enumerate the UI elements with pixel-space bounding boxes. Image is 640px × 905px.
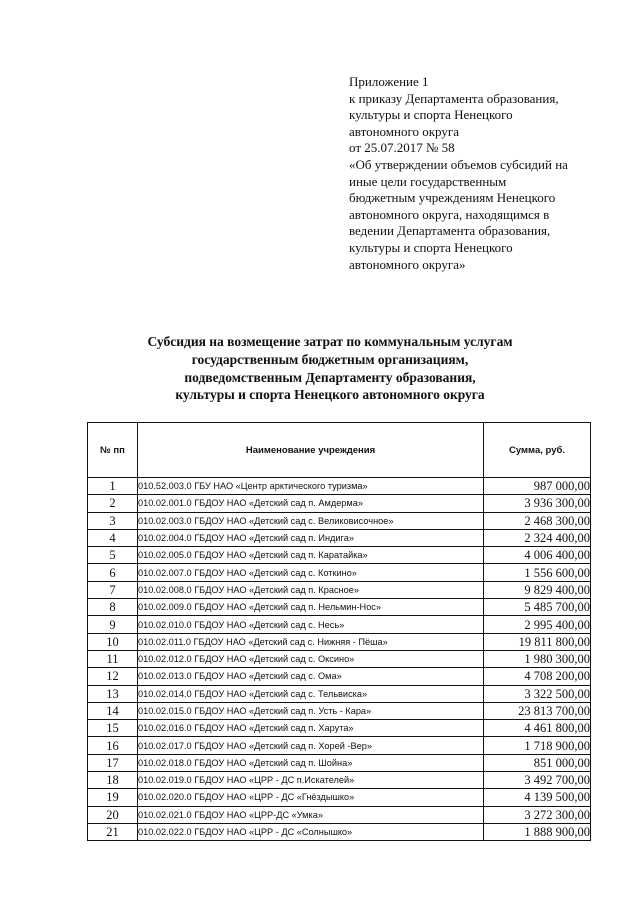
amount: 1 718 900,00 bbox=[484, 737, 591, 754]
row-number: 17 bbox=[88, 754, 138, 771]
appendix-line: ведении Департамента образования, bbox=[349, 223, 551, 239]
header-institution: Наименование учреждения bbox=[138, 423, 484, 478]
title-line: государственным бюджетным организациям, bbox=[191, 351, 469, 367]
institution-name: 010.02.020.0 ГБДОУ НАО «ЦРР - ДС «Гнёздышко» bbox=[138, 789, 484, 806]
row-number: 13 bbox=[88, 685, 138, 702]
row-number: 4 bbox=[88, 529, 138, 546]
table-row bbox=[88, 702, 591, 719]
appendix-block bbox=[349, 74, 619, 273]
row-number: 7 bbox=[88, 581, 138, 598]
institution-name: 010.02.017.0 ГБДОУ НАО «Детский сад п. Хорей -Вер» bbox=[138, 737, 484, 754]
institution-name: 010.02.007.0 ГБДОУ НАО «Детский сад с. Коткино» bbox=[138, 564, 484, 581]
row-number: 3 bbox=[88, 512, 138, 529]
institution-name: 010.02.018.0 ГБДОУ НАО «Детский сад п. Шойна» bbox=[138, 754, 484, 771]
table-row bbox=[88, 633, 591, 650]
amount: 1 556 600,00 bbox=[484, 564, 591, 581]
table-row bbox=[88, 581, 591, 598]
table-header-row bbox=[88, 423, 591, 478]
table-row bbox=[88, 823, 591, 840]
amount: 4 139 500,00 bbox=[484, 789, 591, 806]
institution-name: 010.02.019.0 ГБДОУ НАО «ЦРР - ДС п.Искателей» bbox=[138, 772, 484, 789]
institution-name: 010.02.016.0 ГБДОУ НАО «Детский сад п. Харута» bbox=[138, 720, 484, 737]
appendix-line: культуры и спорта Ненецкого bbox=[349, 239, 513, 255]
row-number: 16 bbox=[88, 737, 138, 754]
amount: 4 708 200,00 bbox=[484, 668, 591, 685]
amount: 5 485 700,00 bbox=[484, 599, 591, 616]
institution-name: 010.02.008.0 ГБДОУ НАО «Детский сад п. Красное» bbox=[138, 581, 484, 598]
table-row bbox=[88, 529, 591, 546]
row-number: 8 bbox=[88, 599, 138, 616]
appendix-line: автономного округа bbox=[349, 123, 459, 139]
table-row bbox=[88, 547, 591, 564]
appendix-line: культуры и спорта Ненецкого bbox=[349, 107, 513, 123]
amount: 9 829 400,00 bbox=[484, 581, 591, 598]
appendix-line: от 25.07.2017 № 58 bbox=[349, 140, 455, 156]
amount: 851 000,00 bbox=[484, 754, 591, 771]
amount: 987 000,00 bbox=[484, 478, 591, 495]
table-row bbox=[88, 720, 591, 737]
table-row bbox=[88, 478, 591, 495]
amount: 3 322 500,00 bbox=[484, 685, 591, 702]
row-number: 10 bbox=[88, 633, 138, 650]
title-line: культуры и спорта Ненецкого автономного округа bbox=[175, 387, 485, 403]
amount: 2 995 400,00 bbox=[484, 616, 591, 633]
institution-name: 010.02.011.0 ГБДОУ НАО «Детский сад с. Нижняя - Пёша» bbox=[138, 633, 484, 650]
row-number: 5 bbox=[88, 547, 138, 564]
amount: 23 813 700,00 bbox=[484, 702, 591, 719]
row-number: 14 bbox=[88, 702, 138, 719]
table-row bbox=[88, 789, 591, 806]
table-row bbox=[88, 599, 591, 616]
appendix-line: автономного округа» bbox=[349, 256, 466, 272]
row-number: 15 bbox=[88, 720, 138, 737]
institution-name: 010.02.005.0 ГБДОУ НАО «Детский сад п. Каратайка» bbox=[138, 547, 484, 564]
institution-name: 010.02.010.0 ГБДОУ НАО «Детский сад с. Несь» bbox=[138, 616, 484, 633]
institution-name: 010.02.012.0 ГБДОУ НАО «Детский сад с. Оксино» bbox=[138, 650, 484, 667]
amount: 1 888 900,00 bbox=[484, 823, 591, 840]
subsidy-table bbox=[87, 422, 591, 841]
row-number: 18 bbox=[88, 772, 138, 789]
institution-name: 010.02.015.0 ГБДОУ НАО «Детский сад п. Усть - Кара» bbox=[138, 702, 484, 719]
institution-name: 010.02.022.0 ГБДОУ НАО «ЦРР - ДС «Солнышко» bbox=[138, 823, 484, 840]
appendix-line: бюджетным учреждениям Ненецкого bbox=[349, 190, 556, 206]
row-number: 1 bbox=[88, 478, 138, 495]
table-row bbox=[88, 495, 591, 512]
appendix-line: автономного округа, находящимся в bbox=[349, 206, 550, 222]
table-row bbox=[88, 737, 591, 754]
table-row bbox=[88, 564, 591, 581]
header-amount: Сумма, руб. bbox=[484, 423, 591, 478]
row-number: 2 bbox=[88, 495, 138, 512]
appendix-line: «Об утверждении объемов субсидий на bbox=[349, 156, 568, 172]
amount: 3 492 700,00 bbox=[484, 772, 591, 789]
institution-name: 010.02.014.0 ГБДОУ НАО «Детский сад с. Тельвиска» bbox=[138, 685, 484, 702]
table-row bbox=[88, 685, 591, 702]
row-number: 12 bbox=[88, 668, 138, 685]
row-number: 19 bbox=[88, 789, 138, 806]
appendix-line: к приказу Департамента образования, bbox=[349, 90, 559, 106]
amount: 4 461 800,00 bbox=[484, 720, 591, 737]
table-row bbox=[88, 512, 591, 529]
institution-name: 010.02.004.0 ГБДОУ НАО «Детский сад п. Индига» bbox=[138, 529, 484, 546]
amount: 4 006 400,00 bbox=[484, 547, 591, 564]
amount: 3 272 300,00 bbox=[484, 806, 591, 823]
title-line: Субсидия на возмещение затрат по коммунальным услугам bbox=[147, 334, 513, 349]
table-row bbox=[88, 616, 591, 633]
institution-name: 010.02.013.0 ГБДОУ НАО «Детский сад с. Ома» bbox=[138, 668, 484, 685]
table-body bbox=[88, 478, 591, 841]
row-number: 11 bbox=[88, 650, 138, 667]
amount: 3 936 300,00 bbox=[484, 495, 591, 512]
institution-name: 010.02.001.0 ГБДОУ НАО «Детский сад п. Амдерма» bbox=[138, 495, 484, 512]
institution-name: 010.52.003.0 ГБУ НАО «Центр арктического туризма» bbox=[138, 478, 484, 495]
header-number: № пп bbox=[88, 423, 138, 478]
document-title bbox=[90, 333, 570, 404]
institution-name: 010.02.009.0 ГБДОУ НАО «Детский сад п. Нельмин-Нос» bbox=[138, 599, 484, 616]
appendix-line: Приложение 1 bbox=[349, 74, 429, 89]
table-row bbox=[88, 754, 591, 771]
amount: 1 980 300,00 bbox=[484, 650, 591, 667]
row-number: 21 bbox=[88, 823, 138, 840]
table-row bbox=[88, 668, 591, 685]
title-line: подведомственным Департаменту образования, bbox=[184, 369, 476, 385]
row-number: 9 bbox=[88, 616, 138, 633]
row-number: 6 bbox=[88, 564, 138, 581]
table-row bbox=[88, 806, 591, 823]
institution-name: 010.02.021.0 ГБДОУ НАО «ЦРР-ДС «Умка» bbox=[138, 806, 484, 823]
appendix-line: иные цели государственным bbox=[349, 173, 507, 189]
amount: 2 324 400,00 bbox=[484, 529, 591, 546]
amount: 2 468 300,00 bbox=[484, 512, 591, 529]
table-row bbox=[88, 650, 591, 667]
table-row bbox=[88, 772, 591, 789]
amount: 19 811 800,00 bbox=[484, 633, 591, 650]
row-number: 20 bbox=[88, 806, 138, 823]
institution-name: 010.02.003.0 ГБДОУ НАО «Детский сад с. Великовисочное» bbox=[138, 512, 484, 529]
